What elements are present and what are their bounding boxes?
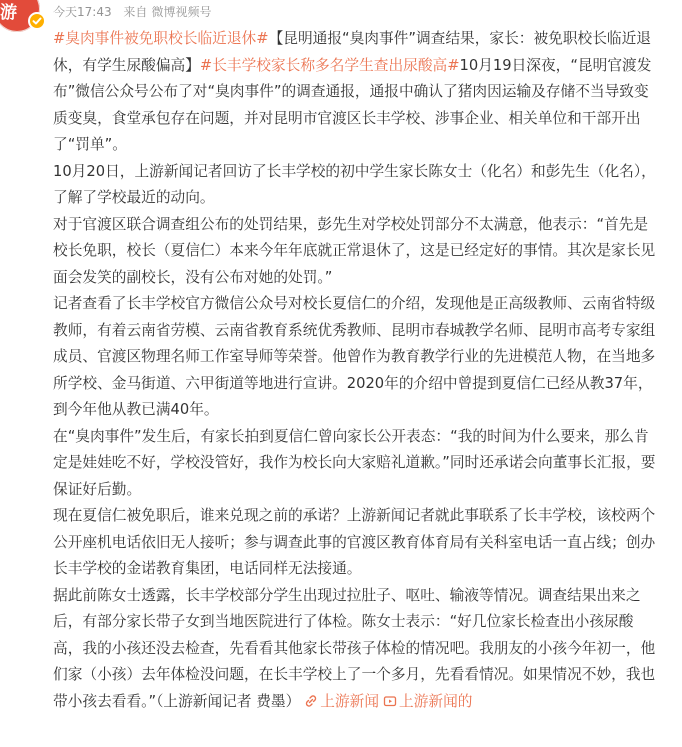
post-meta [53,3,219,21]
paragraph-1-text-b: 10月19日深夜，“昆明官渡发布”微信公众号公布了对“臭肉事件”的调查通报，通报中确认了猪肉因运输及存储不当导致变质变臭，食堂承包存在问题，并对昆明市官渡区长丰学校、涉事企业、相关单位和干部开出了“罚单”。 [53,56,652,153]
paragraph-1-text-a: 【昆明通报“臭肉事件”调查结果，家长：被免职校长临近退休，有学生尿酸偏高】 [53,30,651,74]
paragraph-2: 10月20日，上游新闻记者回访了长丰学校的初中学生家长陈女士（化名）和彭先生（化名），了解了学校最近的动向。 [53,162,656,206]
verified-badge-icon [28,12,46,30]
post-content [53,26,658,715]
topic-link-2[interactable]: #长丰学校家长称多名学生查出尿酸高# [199,56,460,74]
paragraph-5: 在“臭肉事件”发生后，有家长拍到夏信仁曾向家长公开表态：“我的时间为什么要来，那么肯定是娃娃吃不好，学校没管好，我作为校长向大家赔礼道歉。”同时还承诺会向董事长汇报，要保证好后勤。 [53,427,656,498]
paragraph-6: 现在夏信仁被免职后，谁来兑现之前的承诺？上游新闻记者就此事联系了长丰学校，该校两个公开座机电话依旧无人接听；参与调查此事的官渡区教育体育局有关科室电话一直占线；创办长丰学校的金诺教育集团，电话同样无法接通。 [53,507,656,577]
paragraph-4: 记者查看了长丰学校官方微信公众号对校长夏信仁的介绍，发现他是正高级教师、云南省特级教师，有着云南省劳模、云南省教育系统优秀教师、昆明市春城教学名师、昆明市高考专家组成员、官渡区物理名师工作室导师等荣誉。他曾作为教育教学行业的先进模范人物，在当地多所学校、金马街道、六甲街道等地进行宣讲。2020年的介绍中曾提到夏信仁已经从教37年，到今年他从教已满40年。 [53,295,656,418]
avatar-text: 游 [0,3,17,23]
source-prefix: 来自 [123,5,148,19]
link-icon [304,691,318,705]
source-link-2[interactable] [383,693,472,710]
paragraph-7 [53,583,658,716]
author-avatar-area[interactable] [0,0,44,36]
paragraph-3: 对于官渡区联合调查组公布的处罚结果，彭先生对学校处罚部分不太满意，他表示：“首先是校长免职，校长（夏信仁）本来今年年底就正常退休了，这是已经定好的事情。其次是家长见面会发笑的副校长，没有公布对她的处罚。” [53,215,656,286]
paragraph-1 [53,26,658,159]
source-link-1-label: 上游新闻 [320,692,380,710]
topic-link-1[interactable]: #臭肉事件被免职校长临近退休# [53,30,269,47]
source-link-1[interactable] [304,693,379,710]
source-link-2-label: 上游新闻的 [399,692,473,710]
post-time[interactable]: 今天17:43 [53,5,112,19]
paragraph-7-text: 据此前陈女士透露，长丰学校部分学生出现过拉肚子、呕吐、输液等情况。调查结果出来之后，有部分家长带子女到当地医院进行了体检。陈女士表示：“好几位家长检查出小孩尿酸高，我的小孩还没去检查，先看看其他家长带孩子体检的情况吧。我朋友的小孩今年初一，他们家（小孩）去年体检没问题，在长丰学校上了一个多月，先看看情况。如果情况不妙，我也带小孩去看看。”（上游新闻记者 费墨） [53,586,656,710]
post-source[interactable]: 微博视频号 [151,5,212,19]
video-icon [383,691,397,705]
